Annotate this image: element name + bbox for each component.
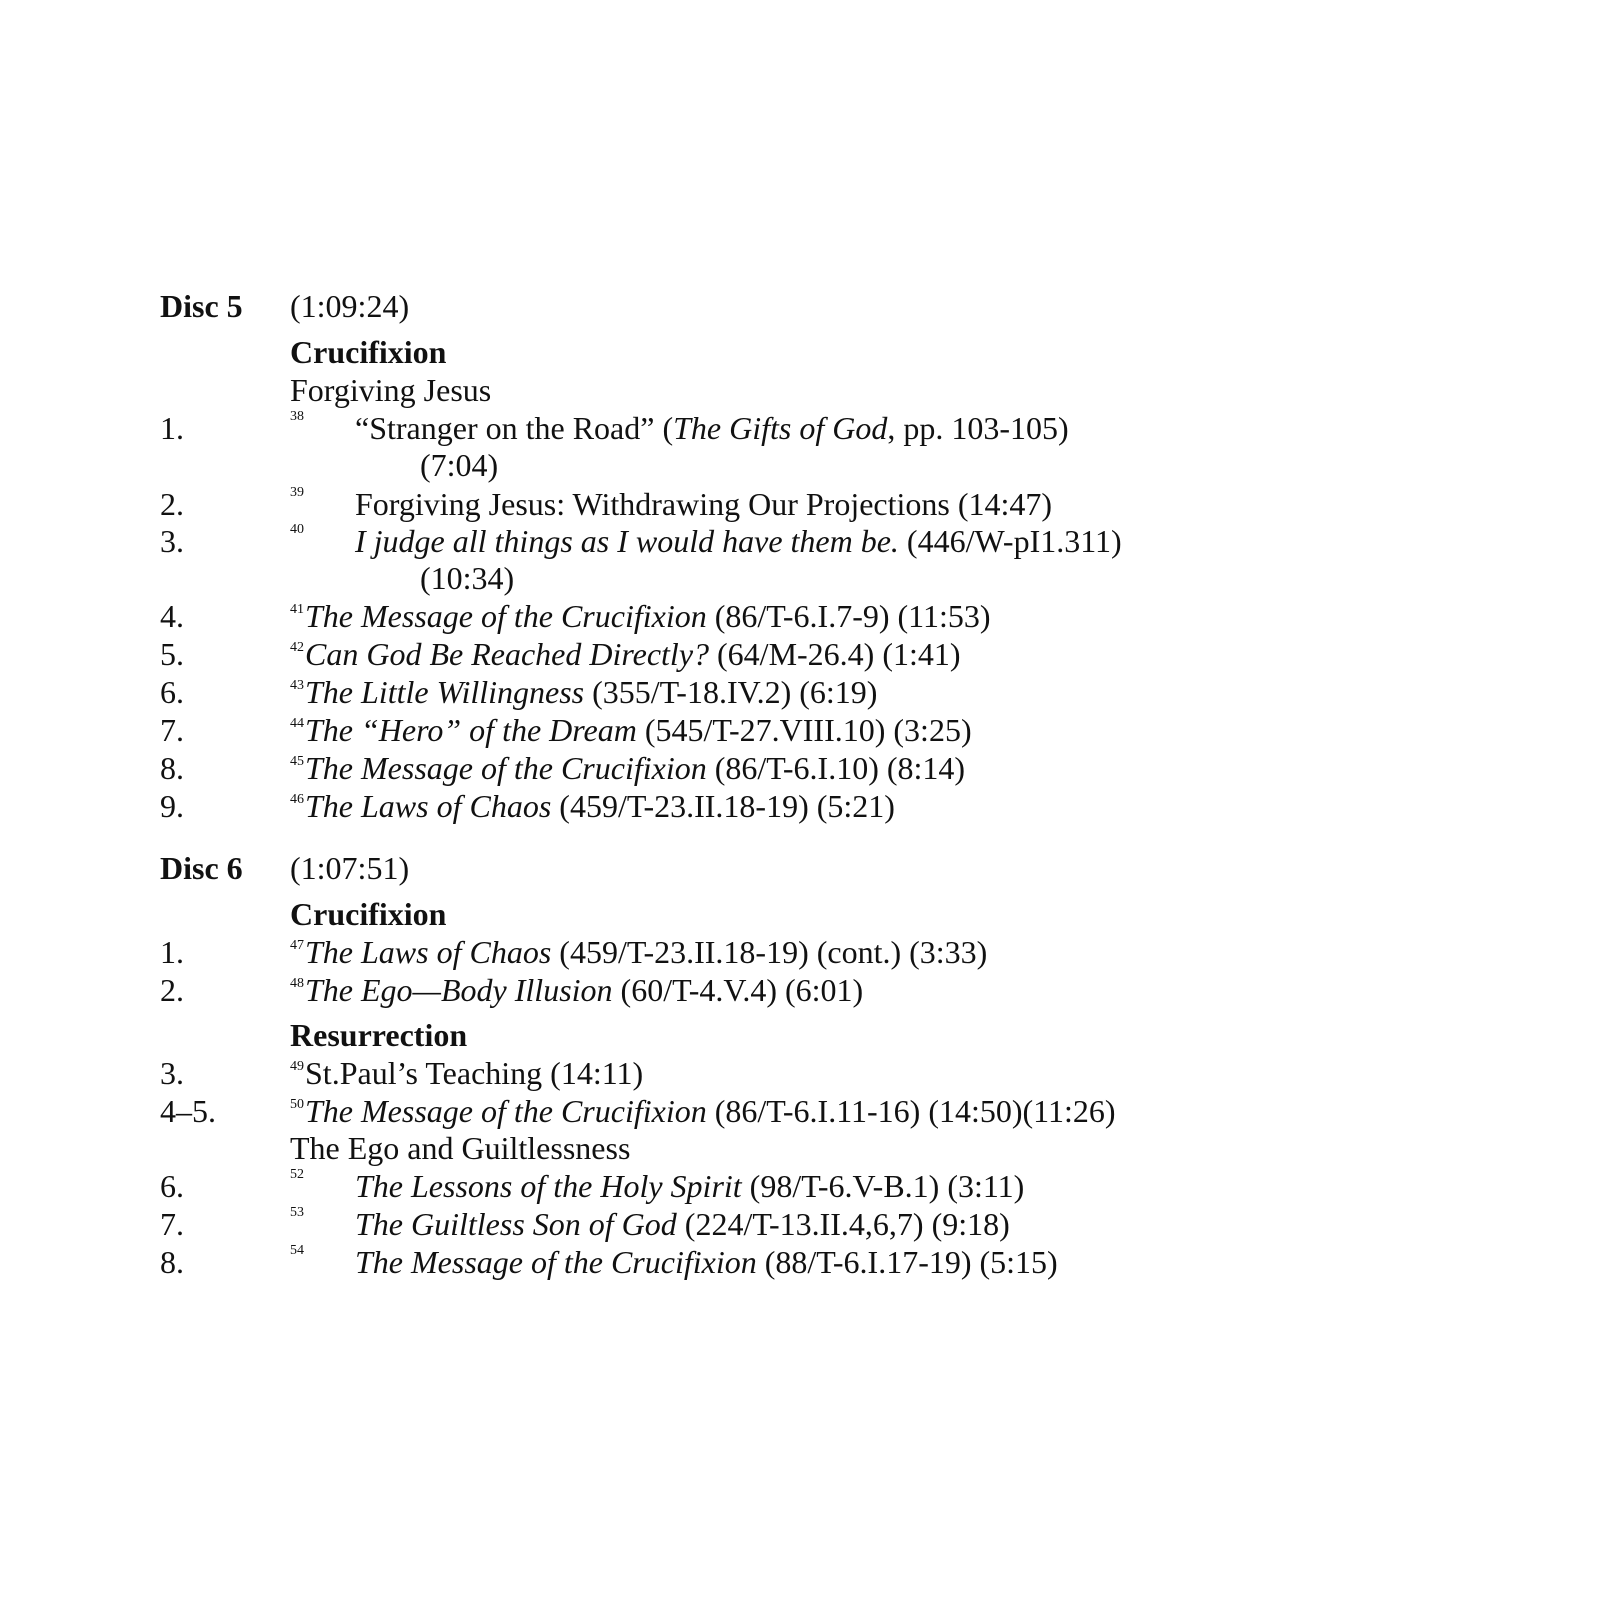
track-title: I judge all things as I would have them be. (446/W-pI1.311)	[355, 523, 1122, 559]
track-title: Forgiving Jesus: Withdrawing Our Projections (14:47)	[355, 486, 1053, 522]
disc6-duration: (1:07:51)	[290, 850, 410, 886]
footnote-marker: 49	[290, 1059, 304, 1074]
track-number: 8.	[160, 750, 184, 786]
footnote-marker: 54	[290, 1243, 304, 1258]
footnote-marker: 45	[290, 754, 304, 769]
track-title: $^{50}$The Message of the Crucifixion (86/T-6.I.11-16) (14:50)(11:26)	[290, 1093, 1116, 1129]
track-number: 2.	[160, 486, 184, 522]
disc5-label: Disc 5	[160, 288, 243, 324]
disc5-subheading: Forgiving Jesus	[290, 372, 492, 408]
track-title: $^{43}$The Little Willingness (355/T-18.IV.2) (6:19)	[290, 674, 878, 710]
track-number: 5.	[160, 636, 184, 672]
footnote-marker: 53	[290, 1205, 304, 1220]
track-title: $^{45}$The Message of the Crucifixion (86/T-6.I.10) (8:14)	[290, 750, 966, 786]
track-title: $^{46}$The Laws of Chaos (459/T-23.II.18-19) (5:21)	[290, 788, 895, 824]
footnote-marker: 43	[290, 678, 304, 693]
track-title: $^{49}$St.Paul’s Teaching (14:11)	[290, 1055, 644, 1091]
footnote-marker: 50	[290, 1097, 304, 1112]
track-title: $^{42}$Can God Be Reached Directly? (64/M-26.4) (1:41)	[290, 636, 961, 672]
track-title: The Guiltless Son of God (224/T-13.II.4,6,7) (9:18)	[355, 1206, 1010, 1242]
track-title-continuation: (7:04)	[420, 447, 499, 483]
footnote-marker: 44	[290, 716, 304, 731]
disc5-duration: (1:09:24)	[290, 288, 410, 324]
track-number: 3.	[160, 523, 184, 559]
disc6-label: Disc 6	[160, 850, 243, 886]
track-number: 4.	[160, 598, 184, 634]
track-number: 1.	[160, 934, 184, 970]
track-title: The Lessons of the Holy Spirit (98/T-6.V-B.1) (3:11)	[355, 1168, 1025, 1204]
track-number: 6.	[160, 674, 184, 710]
track-number: 6.	[160, 1168, 184, 1204]
track-title: The Message of the Crucifixion (88/T-6.I.17-19) (5:15)	[355, 1244, 1058, 1280]
track-title: $^{47}$The Laws of Chaos (459/T-23.II.18-19) (cont.) (3:33)	[290, 934, 988, 970]
disc6-heading: Crucifixion	[290, 896, 447, 932]
footnote-marker: 47	[290, 938, 304, 953]
track-number: 4–5.	[160, 1093, 216, 1129]
track-number: 8.	[160, 1244, 184, 1280]
footnote-marker: 42	[290, 640, 304, 655]
footnote-marker: 38	[290, 409, 304, 424]
track-number: 2.	[160, 972, 184, 1008]
disc6-heading-resurrection: Resurrection	[290, 1017, 468, 1053]
footnote-marker: 41	[290, 602, 304, 617]
disc5-heading: Crucifixion	[290, 334, 447, 370]
footnote-marker: 46	[290, 792, 304, 807]
track-title-continuation: (10:34)	[420, 560, 515, 596]
track-number: 7.	[160, 712, 184, 748]
track-number: 9.	[160, 788, 184, 824]
track-title: $^{41}$The Message of the Crucifixion (86/T-6.I.7-9) (11:53)	[290, 598, 991, 634]
track-number: 1.	[160, 410, 184, 446]
footnote-marker: 39	[290, 485, 304, 500]
track-number: 3.	[160, 1055, 184, 1091]
footnote-marker: 52	[290, 1167, 304, 1182]
disc6-subheading: The Ego and Guiltlessness	[290, 1130, 631, 1166]
footnote-marker: 40	[290, 522, 304, 537]
track-number: 7.	[160, 1206, 184, 1242]
track-title: “Stranger on the Road” (The Gifts of God, pp. 103-105)	[355, 410, 1069, 446]
track-title: $^{48}$The Ego—Body Illusion (60/T-4.V.4) (6:01)	[290, 972, 864, 1008]
track-title: $^{44}$The “Hero” of the Dream (545/T-27.VIII.10) (3:25)	[290, 712, 972, 748]
footnote-marker: 48	[290, 976, 304, 991]
